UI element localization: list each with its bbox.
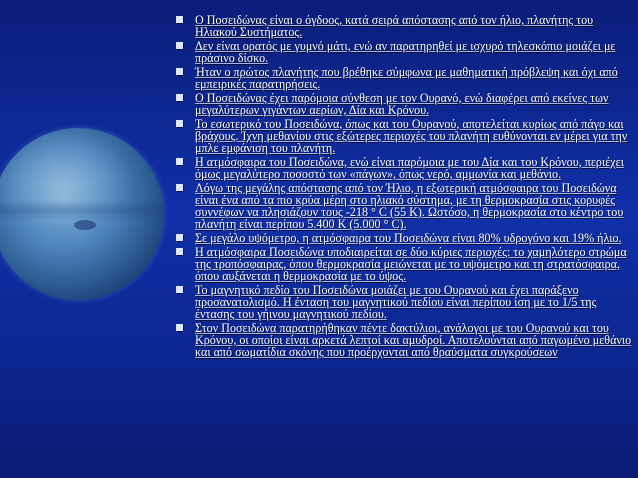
planet-band xyxy=(0,128,164,300)
bullet-text: Το εσωτερικό του Ποσειδώνα, όπως και του Ουρανού, αποτελείται κυρίως από πάγο και βράχους. Ίχνη μεθανίου στις εξώτερες περιοχές του πλανήτη ευθύνονται εν μέρει για την μπλε εμφάνιση του πλανήτη. xyxy=(195,116,628,156)
neptune-image xyxy=(0,128,164,300)
bullet-item xyxy=(174,118,632,155)
bullet-item xyxy=(174,14,632,38)
bullet-item xyxy=(174,246,632,283)
bullet-item xyxy=(174,66,632,90)
square-bullet-icon xyxy=(176,16,183,23)
square-bullet-icon xyxy=(176,68,183,75)
bullet-item xyxy=(174,182,632,231)
bullet-list xyxy=(174,14,632,360)
square-bullet-icon xyxy=(176,158,183,165)
bullet-text: Η ατμόσφαιρα Ποσειδώνα υποδιαιρείται σε δύο κύριες περιοχές: το χαμηλότερο στρώμα της τροπόσφαιρας, όπου θερμοκρασία μειώνεται με το υψόμετρο και τη στρατόσφαιρα, όπου αυξάνεται η θερμοκρασία με το ύψος. xyxy=(195,244,627,284)
square-bullet-icon xyxy=(176,248,183,255)
square-bullet-icon xyxy=(176,324,183,331)
bullet-text: Η ατμόσφαιρα του Ποσειδώνα, ενώ είναι παρόμοια με του Δία και του Κρόνου, περιέχει όμως μεγαλύτερο ποσοστό των «πάγων», όπως νερό, αμμωνία και μεθάνιο. xyxy=(195,154,625,181)
bullet-item xyxy=(174,40,632,64)
bullet-item xyxy=(174,92,632,116)
square-bullet-icon xyxy=(176,286,183,293)
square-bullet-icon xyxy=(176,120,183,127)
square-bullet-icon xyxy=(176,94,183,101)
bullet-text: Ο Ποσειδώνας έχει παρόμοια σύνθεση με τον Ουρανό, ενώ διαφέρει από εκείνες των μεγαλύτερων γιγάντων αερίων, Δία και Κρόνου. xyxy=(195,90,609,117)
bullet-text: Δεν είναι ορατός με γυμνό μάτι, ενώ αν παρατηρηθεί με ισχυρό τηλεσκόπιο μοιάζει με πράσινο δίσκο. xyxy=(195,38,616,66)
bullet-text: Ήταν ο πρώτος πλανήτης που βρέθηκε σύμφωνα με μαθηματική πρόβλεψη και όχι από εμπειρικές παρατηρήσεις. xyxy=(195,64,618,92)
bullet-item xyxy=(174,322,632,359)
bullet-text: Σε μεγάλο υψόμετρο, η ατμόσφαιρα του Ποσειδώνα είναι 80% υδρογόνο και 19% ήλιο. xyxy=(195,230,622,245)
planet-dark-spot xyxy=(74,220,96,230)
square-bullet-icon xyxy=(176,184,183,191)
bullet-text: Στον Ποσειδώνα παρατηρήθηκαν πέντε δακτύλιοι, ανάλογοι με του Ουρανού και του Κρόνου, οι οποίοι είναι αρκετά λεπτοί και αμυδροί. Αποτελούνται από παγωμένο μεθάνιο και από σωματίδια σκόνης που προέρχονται από θραύσματα συγκρούσεων xyxy=(195,320,632,360)
bullet-text: Λόγω της μεγάλης απόστασης από τον Ήλιο, η εξωτερική ατμόσφαιρα του Ποσειδώνα είναι ένα από τα πιο κρύα μέρη στο ηλιακό σύστημα, με τη θερμοκρασία στις κορυφές συννέφων να πλησιάζουν τους -218 ° C (55 K). Ωστόσο, η θερμοκρασία στο κέντρο του πλανήτη είναι περίπου 5.400 K (5.000 ° C). xyxy=(195,180,624,232)
bullet-item xyxy=(174,232,632,244)
bullet-item xyxy=(174,284,632,321)
square-bullet-icon xyxy=(176,234,183,241)
bullet-text: Ο Ποσειδώνας είναι ο όγδοος, κατά σειρά απόστασης από τον ήλιο, πλανήτης του Ηλιακού Συστήματος. xyxy=(195,13,594,40)
bullet-text: Το μαγνητικό πεδίο του Ποσειδώνα μοιάζει με του Ουρανού και έχει παράξενο προσανατολισμό. Η ένταση του μαγνητικού πεδίου είναι περίπου ίση με το 1/5 της έντασης του γήινου μαγνητικού πεδίου. xyxy=(195,282,597,322)
square-bullet-icon xyxy=(176,42,183,49)
bullet-item xyxy=(174,156,632,180)
